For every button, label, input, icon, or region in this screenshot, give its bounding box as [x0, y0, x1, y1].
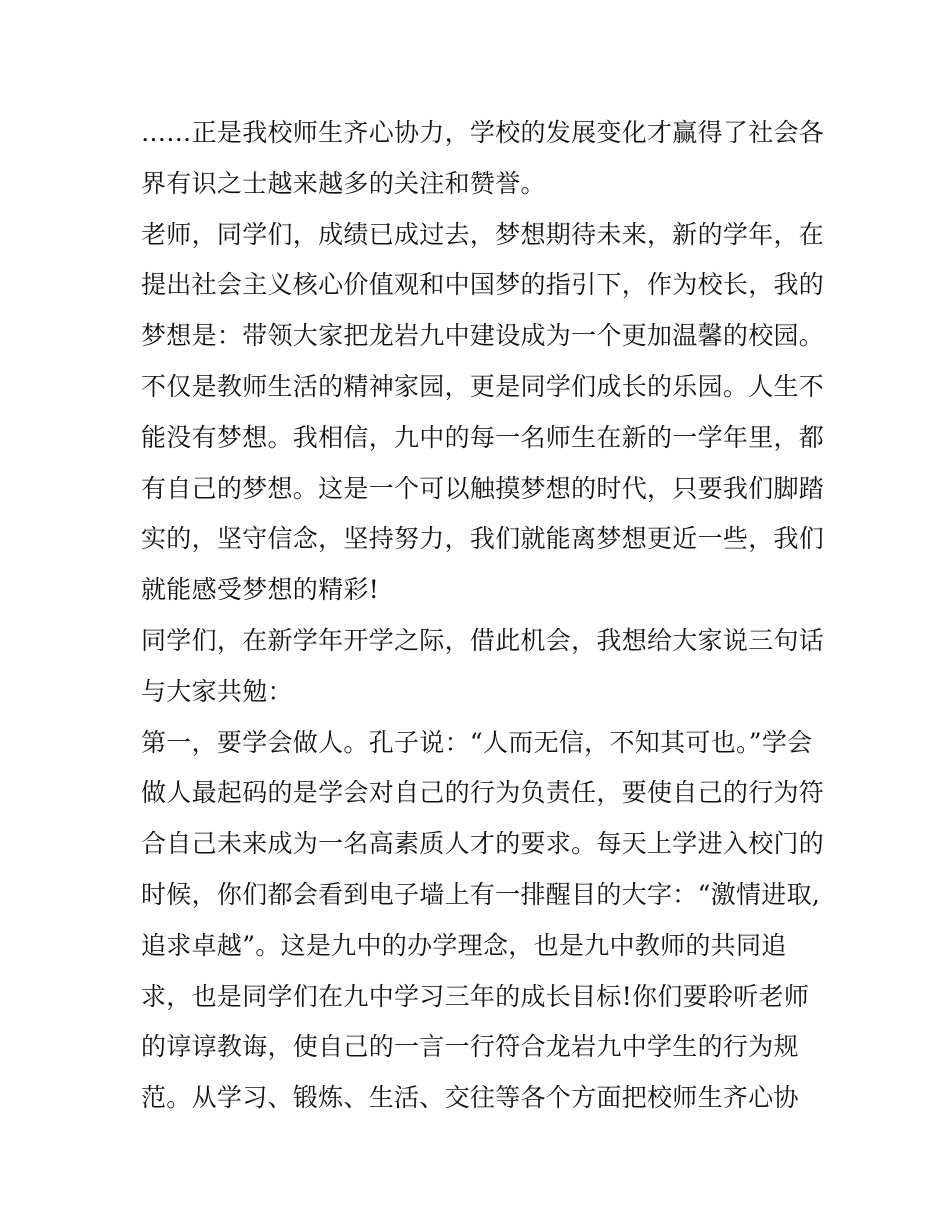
text-line: 求，也是同学们在九中学习三年的成长目标!你们要聆听老师 — [141, 981, 810, 1011]
text-line: 梦想是：带领大家把龙岩九中建设成为一个更加温馨的校园。 — [141, 321, 825, 351]
text-line: 提出社会主义核心价值观和中国梦的指引下，作为校长，我的 — [141, 270, 825, 300]
body-text — [141, 108, 825, 1124]
text-line: 实的，坚守信念，坚持努力，我们就能离梦想更近一些，我们 — [141, 524, 825, 554]
text-line: 追求卓越”。这是九中的办学理念，也是九中教师的共同追 — [141, 930, 787, 960]
text-line: 老师，同学们，成绩已成过去，梦想期待未来，新的学年，在 — [141, 219, 825, 249]
text-line: 做人最起码的是学会对自己的行为负责任，要使自己的行为符 — [141, 778, 825, 808]
text-line: 同学们，在新学年开学之际，借此机会，我想给大家说三句话 — [141, 625, 825, 655]
text-line: 与大家共勉： — [141, 676, 293, 706]
text-line: 第一，要学会做人。孔子说：“人而无信，不知其可也。”学会 — [141, 727, 813, 757]
text-line: 就能感受梦想的精彩! — [141, 575, 380, 605]
text-line: 合自己未来成为一名高素质人才的要求。每天上学进入校门的 — [141, 829, 825, 859]
text-line: 时候，你们都会看到电子墙上有一排醒目的大字：“激情进取, — [141, 879, 821, 909]
text-line: 不仅是教师生活的精神家园，更是同学们成长的乐园。人生不 — [141, 371, 825, 401]
text-line: ……正是我校师生齐心协力，学校的发展变化才赢得了社会各 — [141, 118, 825, 147]
text-line: 的谆谆教诲，使自己的一言一行符合龙岩九中学生的行为规 — [141, 1032, 799, 1062]
text-line: 界有识之士越来越多的关注和赞誉。 — [141, 168, 546, 198]
text-line: 有自己的梦想。这是一个可以触摸梦想的时代，只要我们脚踏 — [141, 473, 825, 503]
text-line: 能没有梦想。我相信，九中的每一名师生在新的一学年里，都 — [141, 422, 825, 452]
text-line: 范。从学习、锻炼、生活、交往等各个方面把校师生齐心协 — [141, 1083, 799, 1113]
